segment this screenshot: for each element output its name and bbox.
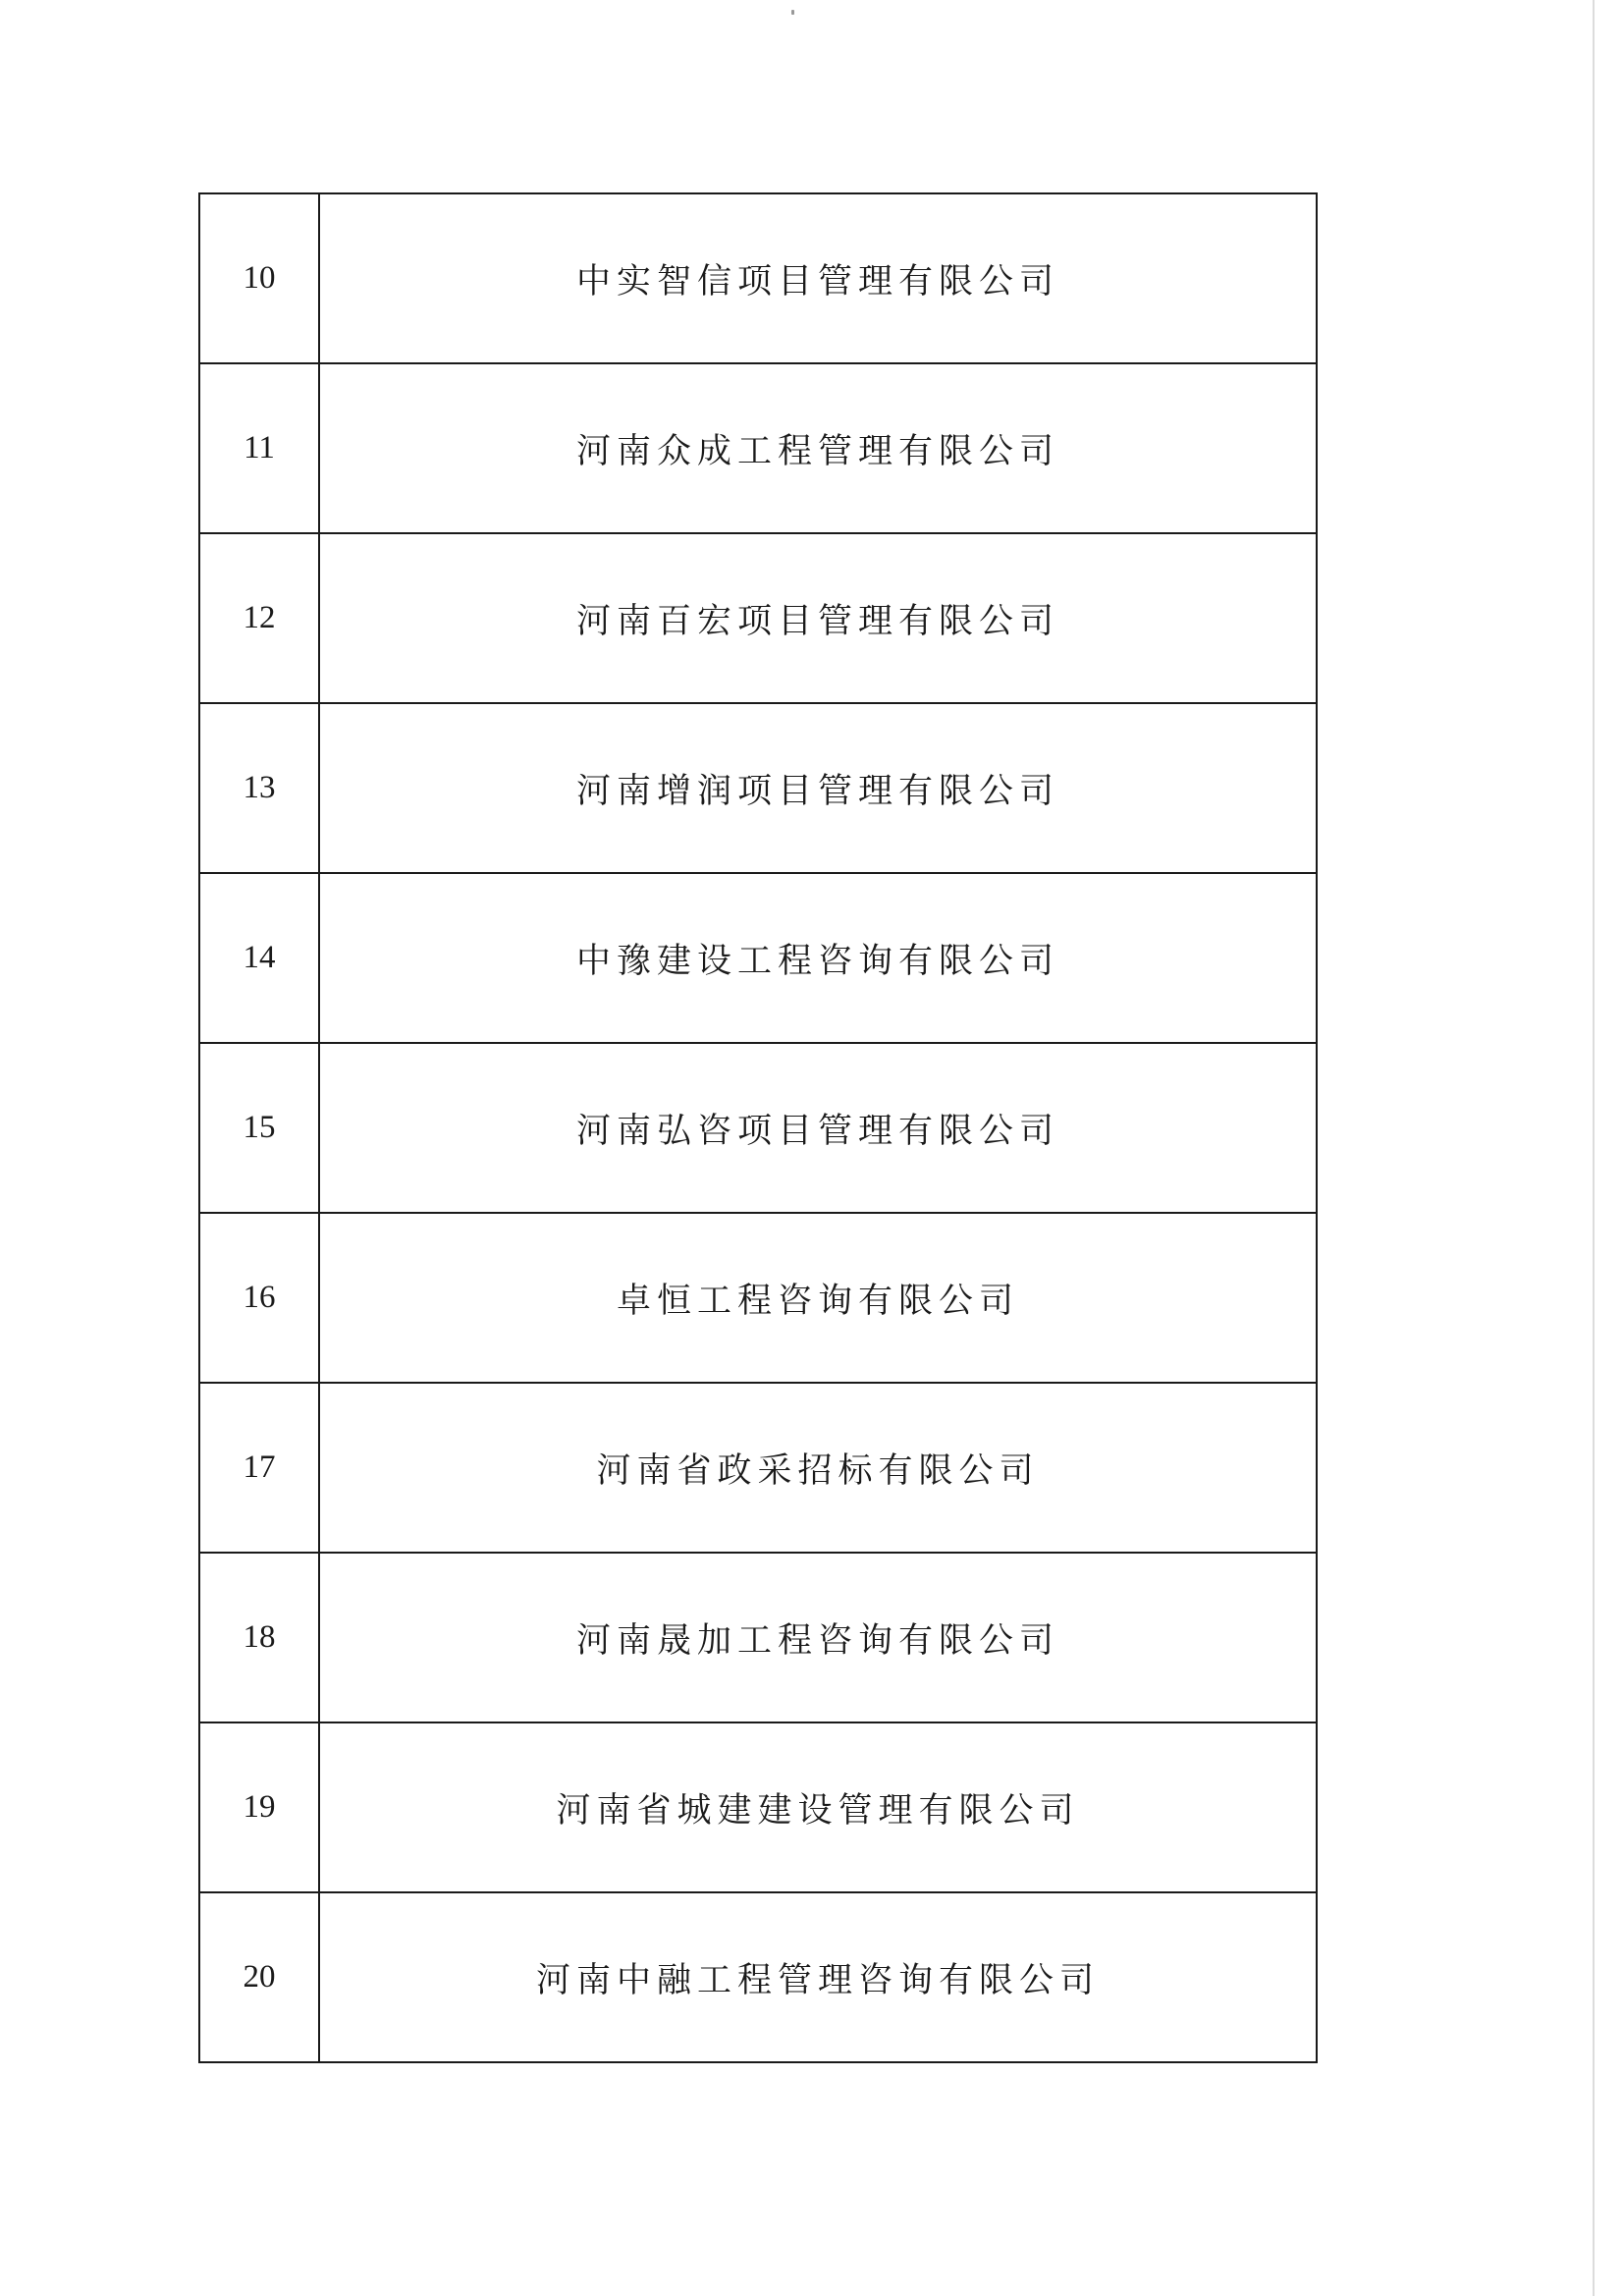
row-number: 20 [199, 1892, 319, 2062]
company-name: 河南众成工程管理有限公司 [319, 363, 1317, 533]
table-row [199, 1043, 1317, 1213]
company-name: 河南省城建建设管理有限公司 [319, 1722, 1317, 1892]
company-name: 卓恒工程咨询有限公司 [319, 1213, 1317, 1383]
company-name: 中实智信项目管理有限公司 [319, 193, 1317, 363]
table-row [199, 1213, 1317, 1383]
table-row [199, 533, 1317, 703]
table-row [199, 193, 1317, 363]
row-number: 18 [199, 1553, 319, 1722]
table-row [199, 363, 1317, 533]
row-number: 11 [199, 363, 319, 533]
company-list-table [198, 192, 1318, 2063]
table-row [199, 1892, 1317, 2062]
company-name: 河南百宏项目管理有限公司 [319, 533, 1317, 703]
company-name: 河南弘咨项目管理有限公司 [319, 1043, 1317, 1213]
table-row [199, 1722, 1317, 1892]
page-edge [1593, 0, 1595, 2296]
company-name: 河南中融工程管理咨询有限公司 [319, 1892, 1317, 2062]
row-number: 17 [199, 1383, 319, 1553]
row-number: 13 [199, 703, 319, 873]
row-number: 16 [199, 1213, 319, 1383]
table-row [199, 1553, 1317, 1722]
row-number: 19 [199, 1722, 319, 1892]
company-name: 河南晟加工程咨询有限公司 [319, 1553, 1317, 1722]
scan-speck [791, 10, 794, 15]
row-number: 14 [199, 873, 319, 1043]
company-name: 河南省政采招标有限公司 [319, 1383, 1317, 1553]
row-number: 10 [199, 193, 319, 363]
row-number: 15 [199, 1043, 319, 1213]
row-number: 12 [199, 533, 319, 703]
company-name: 河南增润项目管理有限公司 [319, 703, 1317, 873]
table-row [199, 1383, 1317, 1553]
table-row [199, 703, 1317, 873]
table-row [199, 873, 1317, 1043]
company-name: 中豫建设工程咨询有限公司 [319, 873, 1317, 1043]
